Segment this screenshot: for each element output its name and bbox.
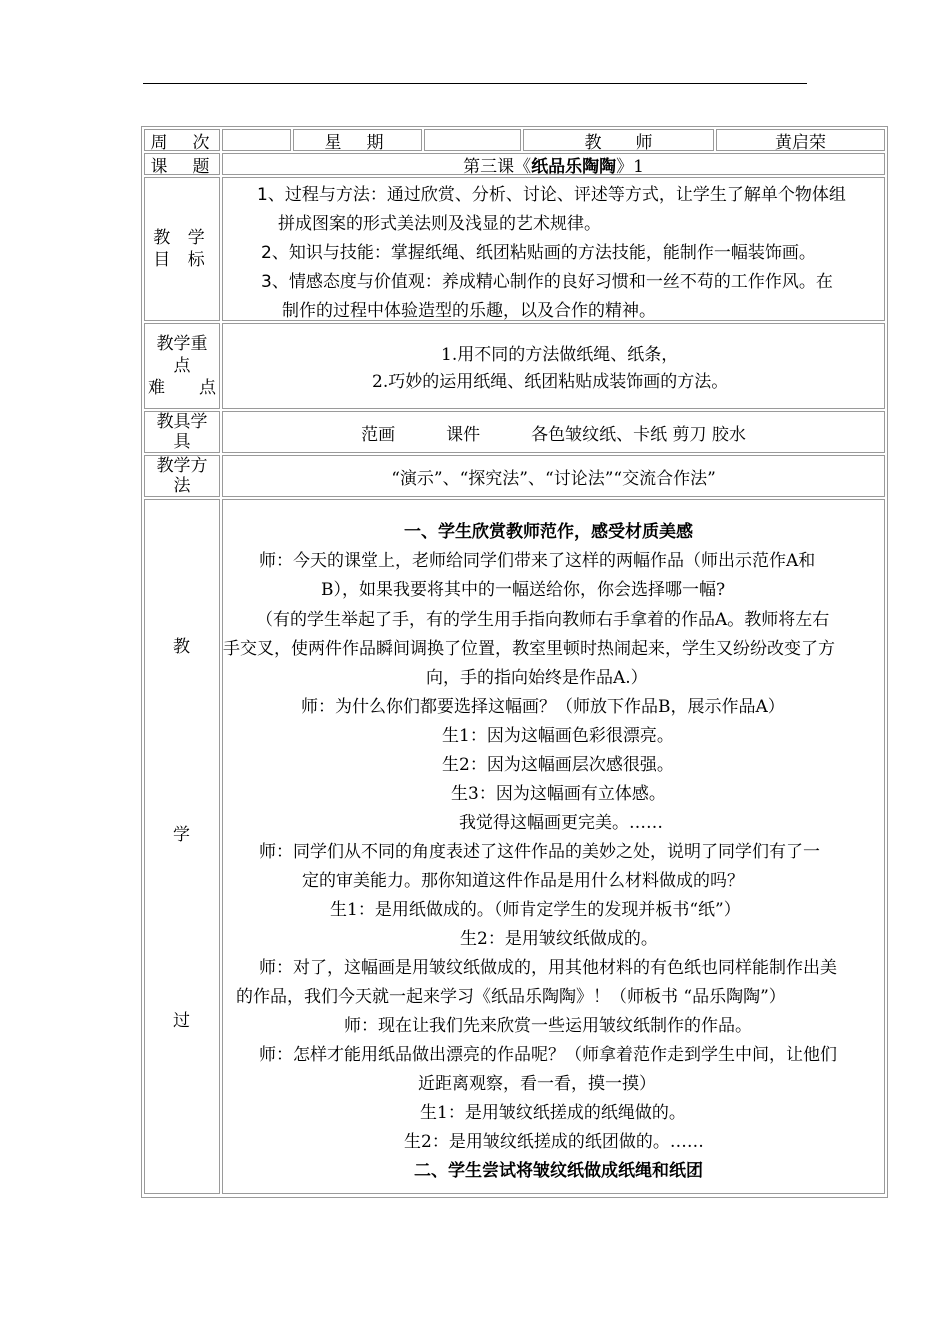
process-label-char: 学 — [173, 825, 190, 845]
objective-line: 1、过程与方法：通过欣赏、分析、讨论、评述等方式，让学生了解单个物体组 — [257, 185, 846, 205]
process-line: 师：今天的课堂上，老师给同学们带来了这样的两幅作品（师出示范作A和 — [259, 551, 816, 571]
keypoints-content — [222, 323, 885, 409]
objective-line: 2、知识与技能：掌握纸绳、纸团粘贴画的方法技能，能制作一幅装饰画。 — [261, 243, 816, 263]
process-line: 生2：是用皱纹纸做成的。 — [460, 929, 658, 949]
process-line: 手交叉，使两件作品瞬间调换了位置，教室里顿时热闹起来，学生又纷纷改变了方 — [223, 639, 835, 659]
process-line: 定的审美能力。那你知道这件作品是用什么材料做成的吗？ — [302, 871, 744, 891]
process-line: 生2：是用皱纹纸搓成的纸团做的。…… — [404, 1132, 704, 1152]
process-content — [222, 499, 885, 1194]
objective-line: 拼成图案的形式美法则及浅显的艺术规律。 — [278, 214, 601, 234]
topic-label: 课 题 — [144, 153, 220, 175]
header-rule — [143, 83, 807, 84]
methods-label — [144, 455, 220, 497]
process-line: 生3：因为这幅画有立体感。 — [451, 784, 666, 804]
process-line: 师：怎样才能用纸品做出漂亮的作品呢？（师拿着范作走到学生中间，让他们 — [259, 1045, 837, 1065]
keypoint-line: 1.用不同的方法做纸绳、纸条， — [441, 345, 679, 365]
process-line: 生2：因为这幅画层次感很强。 — [442, 755, 674, 775]
methods-content: “演示”、“探究法”、“讨论法”“交流合作法” — [222, 455, 885, 497]
process-line: 我觉得这幅画更完美。…… — [459, 813, 663, 833]
process-line: 师：对了，这幅画是用皱纹纸做成的，用其他材料的有色纸也同样能制作出美 — [259, 958, 837, 978]
materials-label — [144, 411, 220, 453]
process-label-char: 过 — [173, 1011, 190, 1031]
objectives-label — [144, 177, 220, 321]
objective-line: 3、情感态度与价值观：养成精心制作的良好习惯和一丝不苟的工作作风。在 — [261, 272, 833, 292]
process-line: B），如果我要将其中的一幅送给你，你会选择哪一幅? — [321, 580, 726, 600]
weekday-label: 星 期 — [324, 132, 388, 153]
process-line: 的作品，我们今天就一起来学习《纸品乐陶陶》！（师板书 “品乐陶陶”） — [236, 987, 786, 1007]
methods-label-line: 教学方 — [156, 456, 208, 476]
objectives-content — [222, 177, 885, 321]
keypoints-label-line: 教学重 — [156, 334, 208, 354]
topic-prefix: 第三课《 — [463, 156, 532, 177]
topic-title: 纸品乐陶陶 — [531, 156, 617, 177]
topic-value — [222, 153, 885, 175]
section-heading: 一、学生欣赏教师范作，感受材质美感 — [404, 522, 693, 542]
process-line: （有的学生举起了手，有的学生用手指向教师右手拿着的作品A。教师将左右 — [256, 610, 830, 630]
objective-line: 制作的过程中体验造型的乐趣，以及合作的精神。 — [282, 301, 656, 321]
weekday-value — [424, 129, 521, 151]
keypoints-label — [144, 323, 220, 409]
topic-suffix: 》1 — [616, 156, 644, 177]
section-heading: 二、学生尝试将皱纹纸做成纸绳和纸团 — [414, 1161, 703, 1181]
materials-label-line: 教具学 — [156, 412, 208, 432]
process-line: 生1：是用纸做成的。（师肯定学生的发现并板书“纸”） — [330, 900, 741, 920]
materials-label-line: 具 — [173, 432, 191, 452]
process-line: 生1：因为这幅画色彩很漂亮。 — [442, 726, 674, 746]
process-line: 生1：是用皱纹纸搓成的纸绳做的。 — [420, 1103, 686, 1123]
methods-label-line: 法 — [173, 476, 191, 496]
process-line: 近距离观察，看一看，摸一摸） — [418, 1074, 656, 1094]
process-label-char: 教 — [173, 637, 190, 657]
keypoint-line: 2.巧妙的运用纸绳、纸团粘贴成装饰画的方法。 — [372, 372, 729, 392]
process-label — [144, 499, 220, 1194]
keypoints-label-line: 难 点 — [148, 378, 216, 398]
materials-content: 范画 课件 各色皱纹纸、卡纸 剪刀 胶水 — [222, 411, 885, 453]
week-value — [222, 129, 291, 151]
process-line: 向，手的指向始终是作品A.） — [426, 668, 648, 688]
teacher-label: 教 师 — [584, 132, 653, 153]
process-line: 师：同学们从不同的角度表述了这件作品的美妙之处，说明了同学们有了一 — [259, 842, 820, 862]
process-line: 师：现在让我们先来欣赏一些运用皱纹纸制作的作品。 — [344, 1016, 752, 1036]
objectives-label-line: 教 学 — [153, 228, 211, 248]
teacher-name: 黄启荣 — [716, 129, 885, 151]
process-line: 师：为什么你们都要选择这幅画？（师放下作品B，展示作品A） — [301, 697, 785, 717]
keypoints-label-line: 点 — [173, 356, 191, 376]
lesson-plan-table — [141, 126, 888, 1198]
objectives-label-line: 目 标 — [153, 250, 211, 270]
week-label: 周 次 — [144, 129, 220, 151]
